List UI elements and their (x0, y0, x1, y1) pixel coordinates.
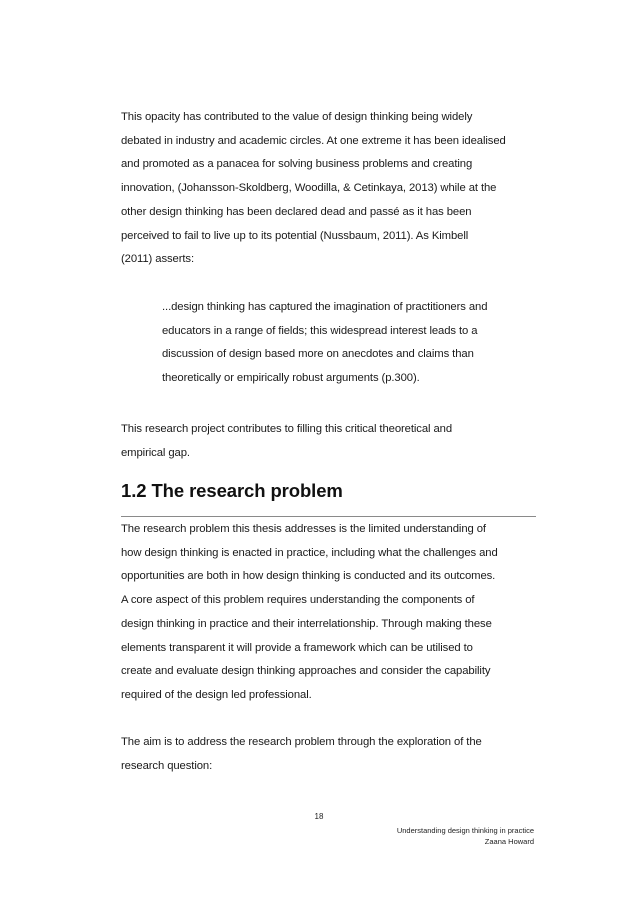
text-line: This research project contributes to filling this critical theoretical and (121, 423, 453, 435)
text-line: empirical gap. (121, 446, 190, 459)
paragraph-research-problem (121, 518, 536, 708)
text-line: This opacity has contributed to the value of design thinking being widely (121, 111, 473, 123)
text-line: A core aspect of this problem requires understanding the components of (121, 594, 475, 607)
text-line: required of the design led professional. (121, 688, 312, 701)
text-line: innovation, (Johansson-Skoldberg, Woodilla, & Cetinkaya, 2013) while at the (121, 182, 497, 195)
text-line: research question: (121, 759, 213, 772)
section-heading: 1.2 The research problem (121, 480, 343, 501)
heading-divider (121, 516, 536, 517)
paragraph-aim (121, 731, 536, 778)
quote-line: educators in a range of fields; this widespread interest leads to a (162, 324, 478, 337)
quote-line: discussion of design based more on anecdotes and claims than (162, 348, 474, 361)
quote-line: theoretically or empirically robust arguments (p.300). (162, 372, 420, 385)
text-line: perceived to fail to live up to its potential (Nussbaum, 2011). As Kimbell (121, 229, 469, 242)
text-line: elements transparent it will provide a framework which can be utilised to (121, 641, 473, 654)
footer-title: Understanding design thinking in practice (396, 826, 534, 835)
text-line: The research problem this thesis addresses is the limited understanding of (121, 523, 486, 535)
paragraph-opacity (121, 106, 536, 272)
page-number: 18 (314, 812, 324, 821)
text-line: design thinking in practice and their interrelationship. Through making these (121, 617, 492, 630)
text-line: The aim is to address the research problem through the exploration of the (121, 736, 482, 748)
text-line: and promoted as a panacea for solving business problems and creating (121, 158, 473, 171)
text-line: create and evaluate design thinking approaches and consider the capability (121, 665, 491, 678)
text-line: debated in industry and academic circles. At one extreme it has been idealised (121, 134, 506, 147)
text-line: how design thinking is enacted in practice, including what the challenges and (121, 546, 498, 559)
text-line: (2011) asserts: (121, 253, 195, 266)
quote-line: ...design thinking has captured the imagination of practitioners and (162, 301, 488, 313)
text-line: other design thinking has been declared dead and passé as it has been (121, 205, 472, 218)
footer-author: Zaana Howard (484, 837, 534, 846)
paragraph-contribution (121, 418, 536, 465)
text-line: opportunities are both in how design thinking is conducted and its outcomes. (121, 570, 496, 583)
block-quote-kimbell (162, 296, 532, 391)
running-footer (397, 825, 534, 847)
